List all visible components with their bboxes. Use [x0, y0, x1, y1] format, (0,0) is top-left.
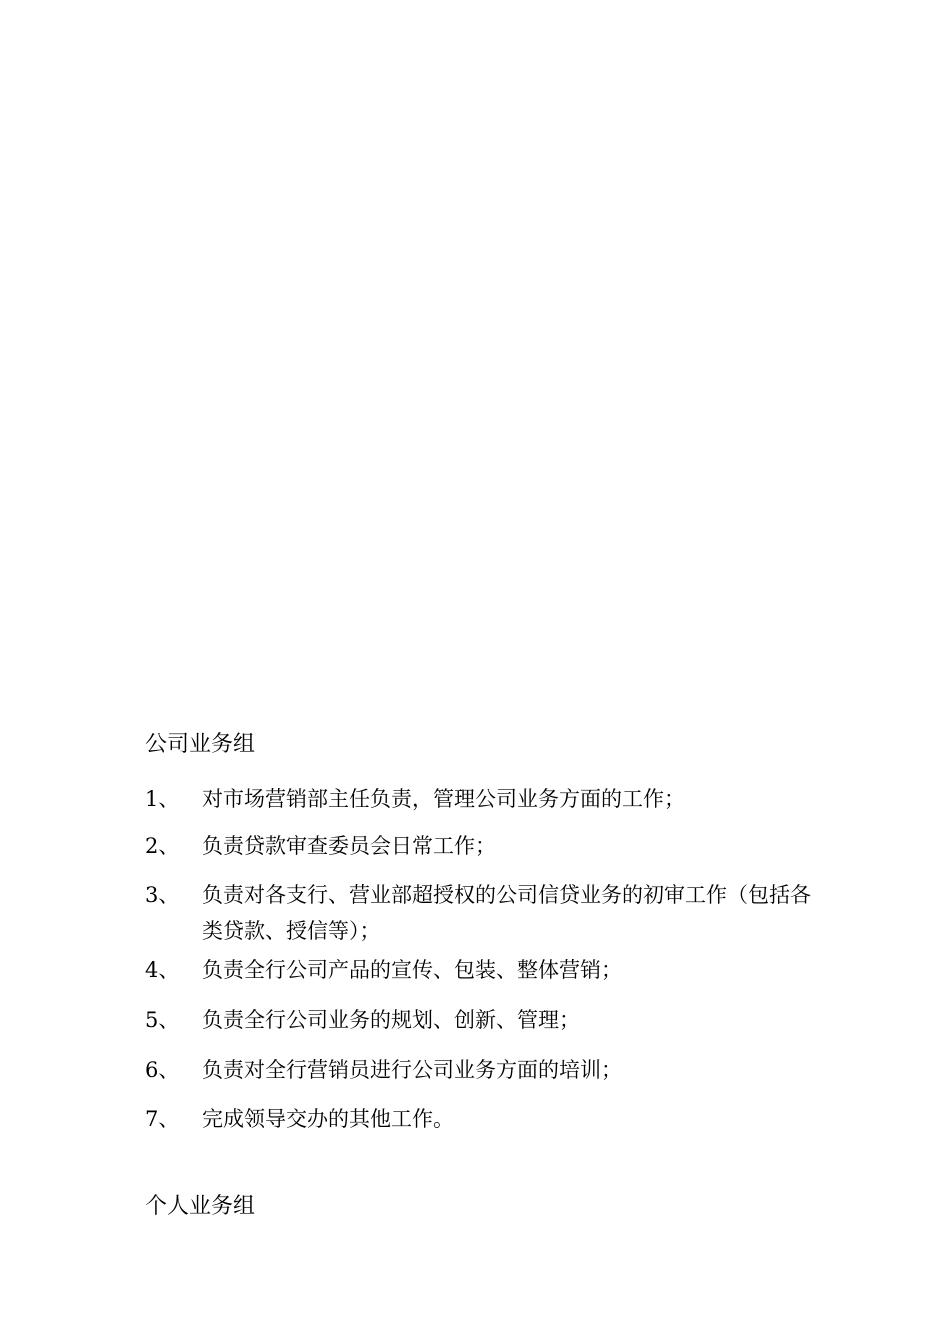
- list-item-number: 5、: [145, 1008, 180, 1032]
- list-item: [145, 1002, 825, 1038]
- list-item: [145, 1101, 825, 1137]
- list-item-text: 对市场营销部主任负责，管理公司业务方面的工作；: [202, 787, 685, 811]
- list-item-number: 7、: [145, 1107, 180, 1131]
- list-item: [145, 952, 825, 988]
- list-item-text: 负责对各支行、营业部超授权的公司信贷业务的初审工作（包括各类贷款、授信等）；: [202, 883, 811, 943]
- list-item: [145, 877, 825, 949]
- list-item-number: 6、: [145, 1058, 180, 1082]
- list-item-text: 完成领导交办的其他工作。: [202, 1107, 454, 1131]
- list-item-number: 2、: [145, 834, 180, 858]
- list-item-number: 4、: [145, 958, 180, 982]
- list-item-text: 负责贷款审查委员会日常工作；: [202, 834, 496, 858]
- list-item-number: 1、: [145, 787, 180, 811]
- section-heading-corporate: 公司业务组: [145, 732, 256, 757]
- list-item-text: 负责对全行营销员进行公司业务方面的培训；: [202, 1058, 622, 1082]
- list-item-number: 3、: [145, 883, 180, 907]
- list-item-text: 负责全行公司业务的规划、创新、管理；: [202, 1008, 580, 1032]
- list-item-text: 负责全行公司产品的宣传、包装、整体营销；: [202, 958, 622, 982]
- list-item: [145, 781, 825, 817]
- list-item: [145, 1052, 825, 1088]
- section-heading-personal: 个人业务组: [145, 1194, 256, 1219]
- list-item: [145, 828, 825, 864]
